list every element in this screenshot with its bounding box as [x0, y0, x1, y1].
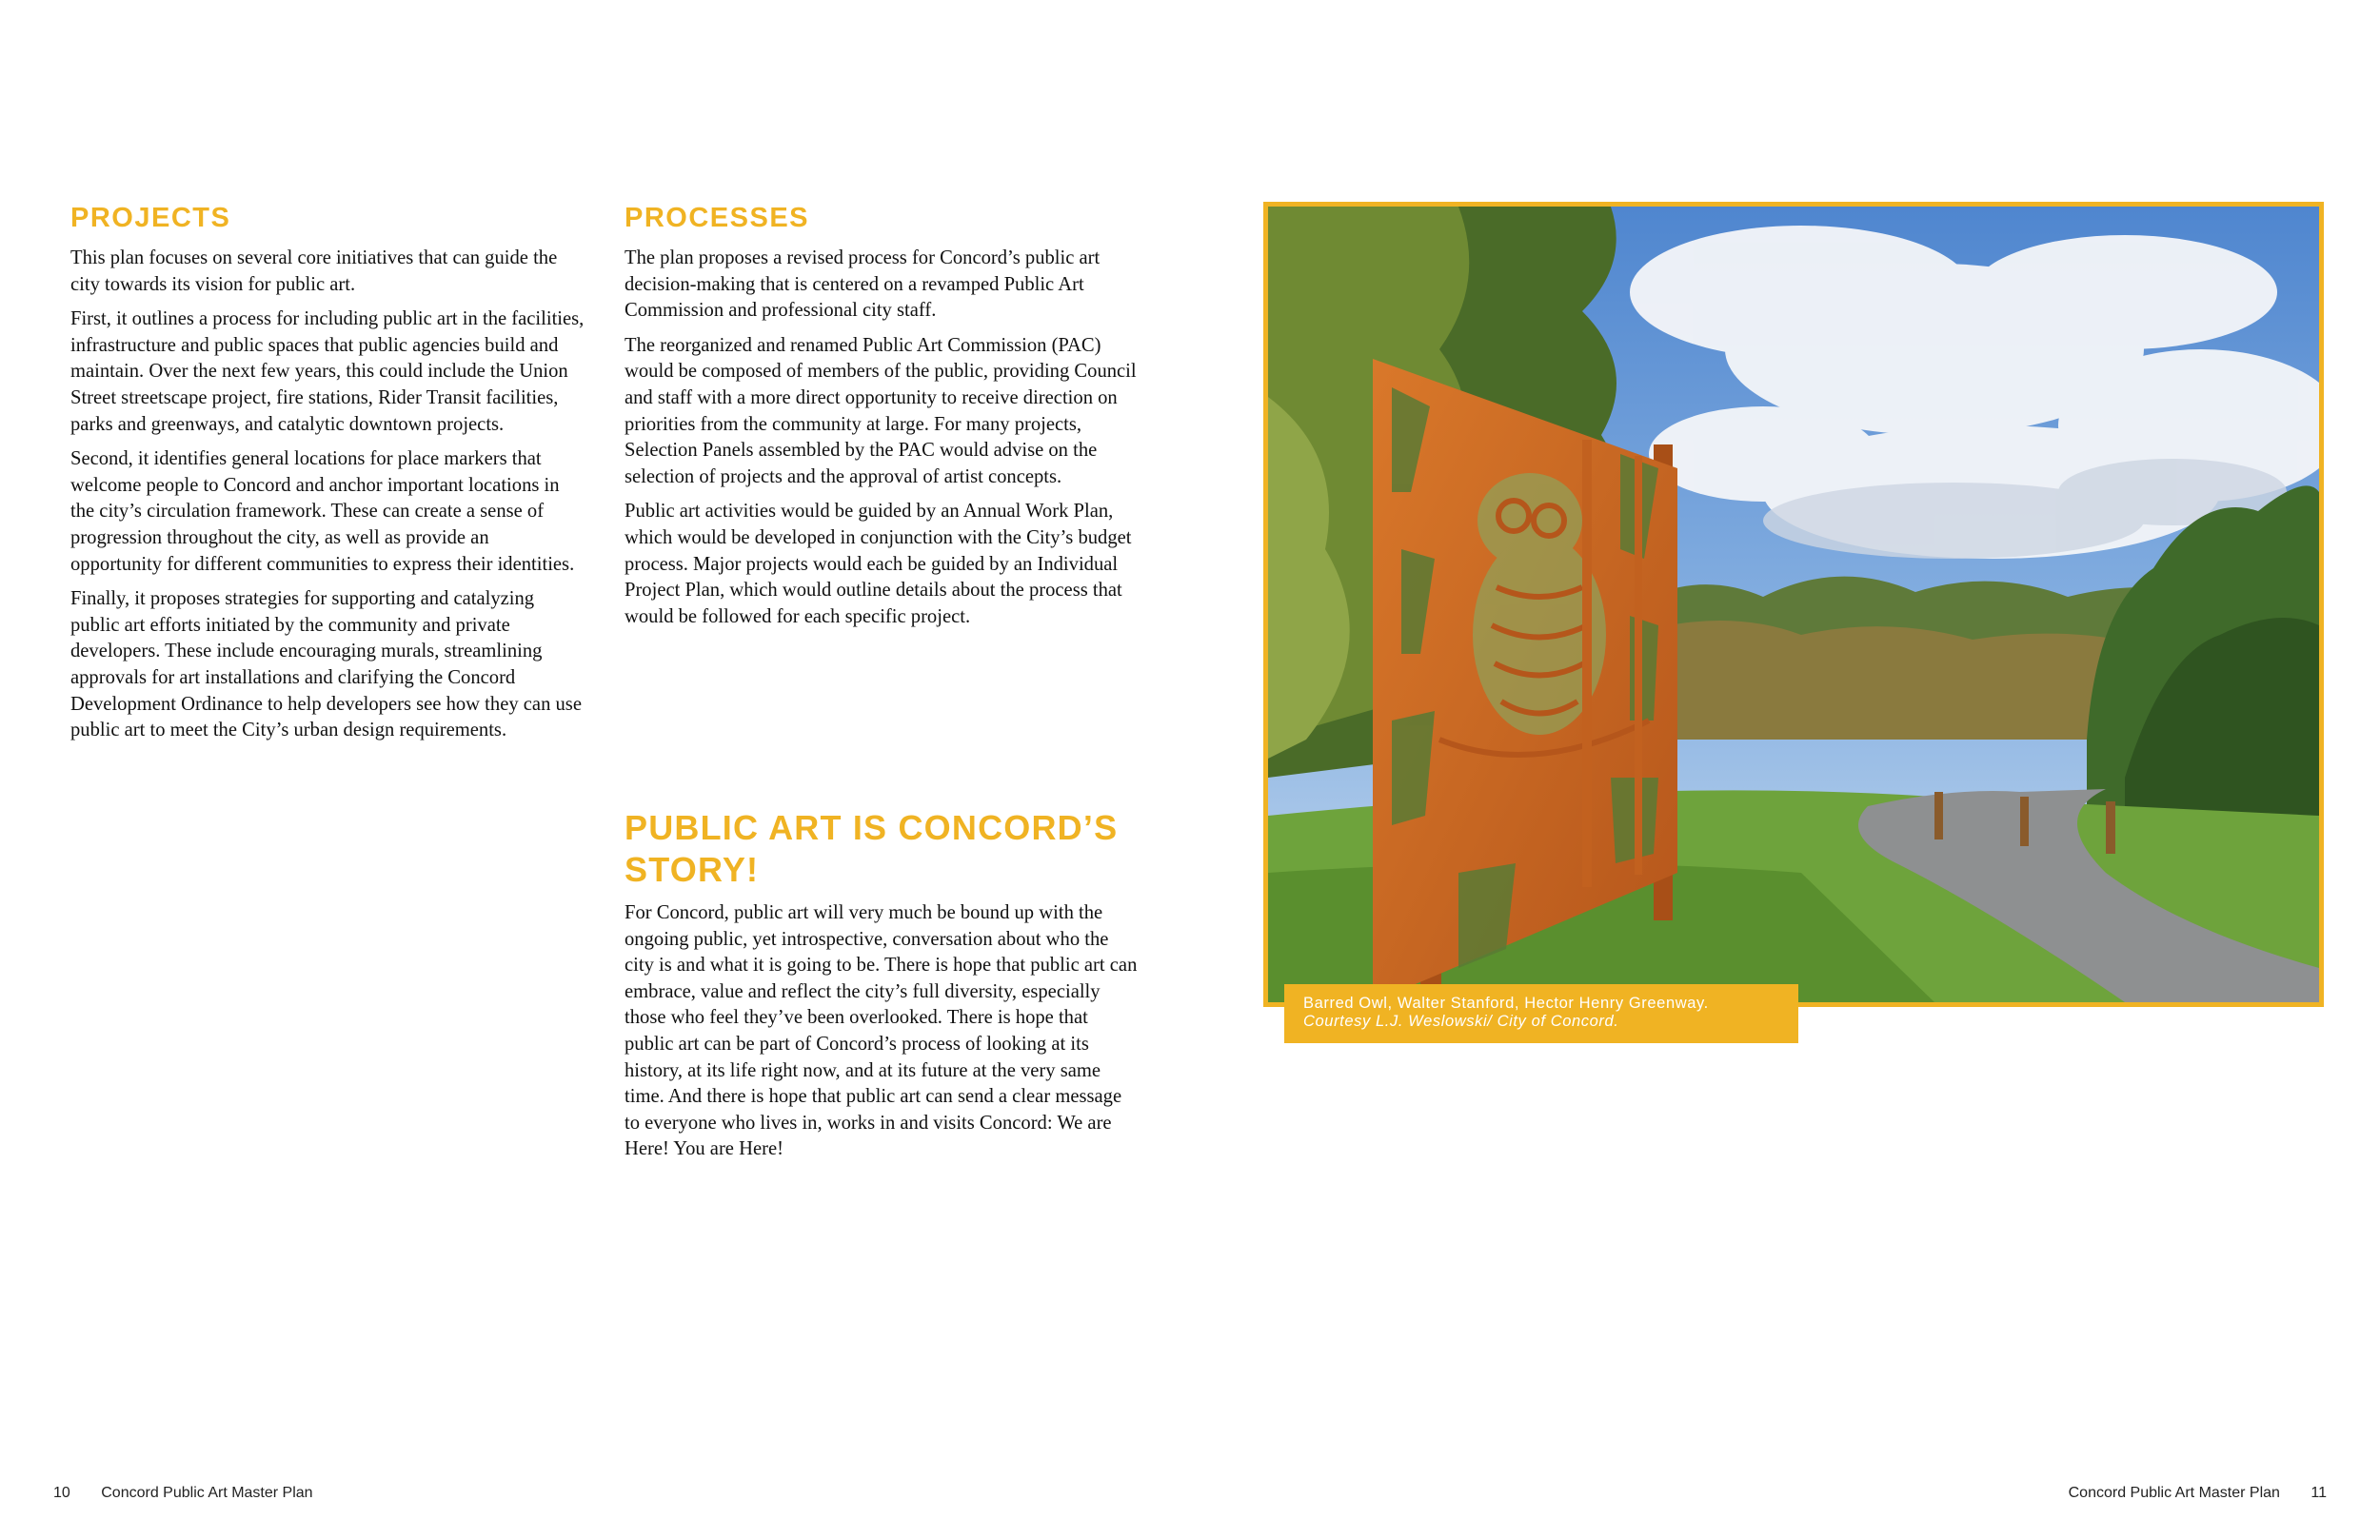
- page-number-right: 11: [2311, 1485, 2327, 1501]
- projects-paragraph: Second, it identifies general locations for place markers that welcome people to Concord and anchor important locations in the city’s circulation framework. These can create a sense of progression throughout the city, as well as provide an opportunity for different communities to express their identities.: [70, 448, 575, 575]
- story-paragraph: For Concord, public art will very much be bound up with the ongoing public, yet introspective, conversation about who the city is and what it is going to be. There is hope that public art can embrace, value and reflect the city’s full diversity, especially those who feel they’ve been overlooked. There is hope that public art can be part of Concord’s process of looking at its history, at its life right now, and at its future at the very same time. And there is hope that public art can send a clear message to everyone who lives in, works in and visits Concord: We are Here! You are Here!: [625, 902, 1138, 1160]
- processes-heading: PROCESSES: [625, 203, 809, 233]
- projects-section: [70, 202, 585, 753]
- footer-title-right: Concord Public Art Master Plan: [2068, 1485, 2280, 1501]
- footer-right: [2069, 1485, 2327, 1502]
- projects-paragraph: Finally, it proposes strategies for supporting and catalyzing public art efforts initiated by the community and private developers. These include encouraging murals, streamlining approvals for art installations and clarifying the Concord Development Ordinance to help developers see how they can use public art to meet the City’s urban design requirements.: [70, 588, 582, 741]
- photo-caption: [1284, 984, 1798, 1043]
- footer-left: [53, 1485, 313, 1502]
- owl-sculpture-photo-illustration: [1268, 207, 2319, 1002]
- story-section: [625, 807, 1139, 1172]
- processes-paragraph: The plan proposes a revised process for Concord’s public art decision-making that is centered on a revamped Public Art Commission and professional city staff.: [625, 247, 1101, 322]
- processes-paragraph: Public art activities would be guided by an Annual Work Plan, which would be developed in conjunction with the City’s budget process. Major projects would each be guided by an Individual Project Plan, which would outline details about the process that would be followed for each specific project.: [625, 501, 1132, 627]
- caption-title: Barred Owl, Walter Stanford, Hector Henry Greenway.: [1303, 995, 1709, 1012]
- projects-heading: PROJECTS: [70, 203, 231, 233]
- page-number-left: 10: [53, 1485, 70, 1501]
- story-heading: PUBLIC ART IS CONCORD’S STORY!: [625, 808, 1119, 889]
- projects-paragraph: First, it outlines a process for including public art in the facilities, infrastructure and public spaces that public agencies build and maintain. Over the next few years, this could include the Union Street streetscape project, fire stations, Rider Transit facilities, parks and greenways, and catalytic downtown projects.: [70, 308, 585, 435]
- footer-title-left: Concord Public Art Master Plan: [101, 1485, 313, 1501]
- caption-credit: Courtesy L.J. Weslowski/ City of Concord.: [1303, 1013, 1619, 1030]
- processes-paragraph: The reorganized and renamed Public Art Commission (PAC) would be composed of members of the public, providing Council and staff with a more direct opportunity to receive direction on priorities from the community at large. For many projects, Selection Panels assembled by the PAC would advise on the selection of projects and the approval of artist concepts.: [625, 334, 1137, 487]
- processes-section: [625, 202, 1139, 639]
- sculpture-photo: [1263, 202, 2324, 1007]
- projects-paragraph: This plan focuses on several core initiatives that can guide the city towards its vision for public art.: [70, 247, 558, 295]
